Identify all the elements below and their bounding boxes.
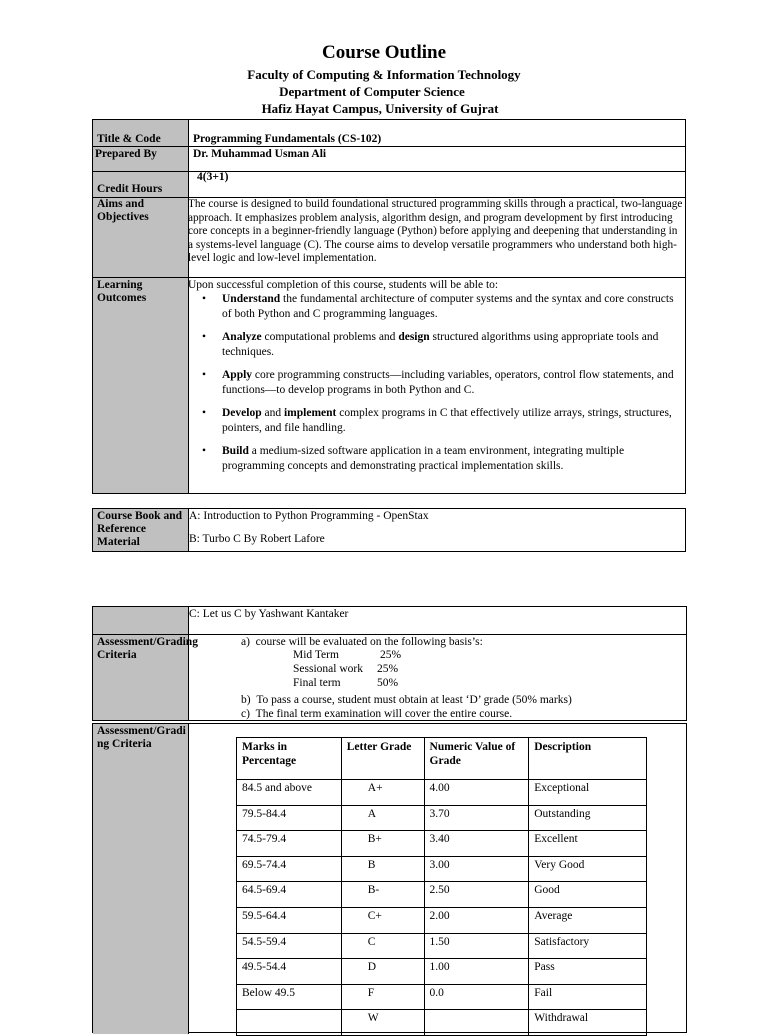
- aims-value: The course is designed to build foundational structured programming skills through a practical, two-language approach. It emphasizes problem analysis, algorithm design, and program development by first introducing core concepts in a beginner-friendly language (Python) before applying and deepening that understanding in a systems-level language (C). The course aims to develop versatile programmers who understand both high-level logic and low-level implementation.: [188, 198, 683, 264]
- page-title: Course Outline: [321, 42, 447, 63]
- table-row: [237, 831, 647, 857]
- prepared-by-label: Prepared By: [95, 148, 157, 160]
- table-cell: [237, 1010, 342, 1036]
- table-cell: A: [341, 805, 424, 831]
- course-info-table: [92, 119, 686, 494]
- table-cell: C: [341, 933, 424, 959]
- column-header: Letter Grade: [341, 738, 424, 780]
- table-cell: Below 49.5: [237, 984, 342, 1010]
- book-c: C: Let us C by Yashwant Kantaker: [189, 608, 349, 620]
- grading-label: Assessment/Grading Criteria: [97, 725, 186, 750]
- table-cell: Outstanding: [529, 805, 647, 831]
- column-header: Description: [529, 738, 647, 780]
- table-cell: B: [341, 856, 424, 882]
- final-term-value: 50%: [377, 677, 399, 689]
- list-item: • Build a medium-sized software application in a team environment, integrating multiple programming concepts and demonstrating practical implementation skills.: [202, 445, 625, 472]
- table-cell: 2.50: [424, 882, 529, 908]
- mid-term-value: 25%: [380, 649, 402, 661]
- credit-hours-value: 4(3+1): [197, 171, 229, 183]
- table-row: [237, 780, 647, 806]
- assessment-c: c) The final term examination will cover the entire course.: [241, 708, 513, 720]
- outcomes-label: Learning Outcomes: [97, 279, 147, 304]
- list-item: • Apply core programming constructs—including variables, operators, control flow statements, and functions—to develop programs in both Python and C.: [202, 369, 674, 396]
- book-b: B: Turbo C By Robert Lafore: [189, 533, 325, 545]
- table-cell: 2.00: [424, 907, 529, 933]
- grading-table: [236, 737, 647, 1036]
- table-row: [237, 907, 647, 933]
- table-cell: 4.00: [424, 780, 529, 806]
- title-code-value: Programming Fundamentals (CS-102): [193, 133, 382, 145]
- table-cell: B-: [341, 882, 424, 908]
- table-cell: Excellent: [529, 831, 647, 857]
- books-table: [92, 508, 686, 552]
- table-cell: 84.5 and above: [237, 780, 342, 806]
- table-cell: 54.5-59.4: [237, 933, 342, 959]
- table-cell: 69.5-74.4: [237, 856, 342, 882]
- table-cell: Very Good: [529, 856, 647, 882]
- table-cell: 64.5-69.4: [237, 882, 342, 908]
- table-cell: 3.40: [424, 831, 529, 857]
- table-cell: Fail: [529, 984, 647, 1010]
- assessment-table: [92, 606, 687, 721]
- table-cell: D: [341, 959, 424, 985]
- campus-heading: Hafiz Hayat Campus, University of Gujrat: [261, 101, 499, 116]
- table-cell: 59.5-64.4: [237, 907, 342, 933]
- table-cell: 49.5-54.4: [237, 959, 342, 985]
- table-row: [237, 856, 647, 882]
- column-header: Marks in Percentage: [237, 738, 342, 780]
- table-cell: [424, 1010, 529, 1036]
- table-row: [237, 1010, 647, 1036]
- sessional-label: Sessional work: [293, 663, 363, 675]
- table-cell: Withdrawal: [529, 1010, 647, 1036]
- table-row: [237, 805, 647, 831]
- sessional-value: 25%: [377, 663, 399, 675]
- list-item: • Analyze computational problems and design structured algorithms using appropriate tools and techniques.: [202, 331, 659, 358]
- department-heading: Department of Computer Science: [279, 84, 465, 99]
- table-cell: 3.70: [424, 805, 529, 831]
- table-cell: B+: [341, 831, 424, 857]
- table-cell: 79.5-84.4: [237, 805, 342, 831]
- table-cell: A+: [341, 780, 424, 806]
- table-cell: Good: [529, 882, 647, 908]
- table-row: [237, 933, 647, 959]
- table-cell: Exceptional: [529, 780, 647, 806]
- prepared-by-value: Dr. Muhammad Usman Ali: [193, 148, 327, 160]
- outcomes-list: [188, 292, 684, 482]
- table-cell: W: [341, 1010, 424, 1036]
- table-cell: 74.5-79.4: [237, 831, 342, 857]
- table-cell: Satisfactory: [529, 933, 647, 959]
- list-item: • Understand the fundamental architecture of computer systems and the syntax and core constructs of both Python and C programming languages.: [202, 293, 674, 320]
- books-label: Course Book and Reference Material: [97, 510, 182, 548]
- assessment-label: Assessment/Grading Criteria: [97, 636, 198, 661]
- faculty-heading: Faculty of Computing & Information Technology: [247, 67, 521, 82]
- table-cell: 3.00: [424, 856, 529, 882]
- credit-hours-label: Credit Hours: [97, 183, 163, 195]
- table-cell: C+: [341, 907, 424, 933]
- book-a: A: Introduction to Python Programming - OpenStax: [189, 510, 429, 522]
- list-item: • Develop and implement complex programs in C that effectively utilize arrays, strings, structures, pointers, and file handling.: [202, 407, 672, 434]
- mid-term-label: Mid Term: [293, 649, 339, 661]
- aims-label: Aims and Objectives: [97, 198, 149, 223]
- table-row: [237, 882, 647, 908]
- final-term-label: Final term: [293, 677, 341, 689]
- table-row: [237, 984, 647, 1010]
- table-header-row: [237, 738, 647, 780]
- table-cell: F: [341, 984, 424, 1010]
- table-cell: 0.0: [424, 984, 529, 1010]
- outcomes-intro: Upon successful completion of this course, students will be able to:: [188, 279, 499, 291]
- table-cell: 1.50: [424, 933, 529, 959]
- assessment-b: b) To pass a course, student must obtain at least ‘D’ grade (50% marks): [241, 694, 572, 706]
- table-cell: 1.00: [424, 959, 529, 985]
- table-row: [237, 959, 647, 985]
- title-code-label: Title & Code: [97, 133, 161, 145]
- assessment-a: a) course will be evaluated on the following basis’s:: [241, 636, 483, 648]
- table-cell: Pass: [529, 959, 647, 985]
- table-cell: Average: [529, 907, 647, 933]
- column-header: Numeric Value of Grade: [424, 738, 529, 780]
